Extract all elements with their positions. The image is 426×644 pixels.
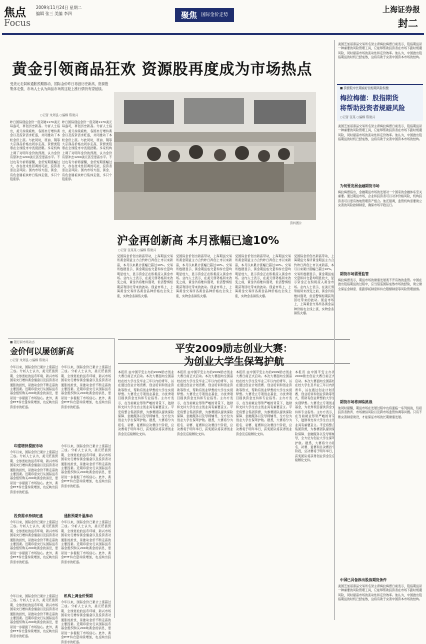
paper-name: 上海证券报 xyxy=(382,5,420,14)
right-kicker: ■ 资源股中长期看好但短期风险积聚 xyxy=(340,86,389,90)
trading-floor-image xyxy=(114,92,316,220)
main-body-col-1: 昨日国际现货金价一度突破1170美元每盎司，再创历史新高。分析人士指出，美元持续疲软、各国央行增持黄金以及投资需求旺盛，共同推动了本轮金价上涨。与此同时，原油、铜等大宗商品价格也同步走高，资源类股票在全球股市中表现抢眼。多家机构上调了对明年金价的预测，认为金价有望冲击1200美元甚至更高水平。不过也有分析师提醒，金价短期涨幅过大，存在技术性回调的可能，投资者需注意风险。国内市场方面，黄金、有色金属板块昨日集体走强，多只个股涨停。 xyxy=(10,120,60,182)
right-byline: ○记者 张某 ○编辑 陈建兴 xyxy=(340,115,376,119)
center-headline-1: 平安2009励志创业大赛： xyxy=(175,344,293,355)
sub-headline: 沪金再创新高 本月涨幅已逾10% xyxy=(117,234,280,247)
section-title: 焦点 xyxy=(4,6,26,19)
page-label: 封二 xyxy=(398,19,418,30)
right-column-rule xyxy=(334,40,335,620)
left-story-headline: 金价何以屡创新高 xyxy=(10,347,74,356)
left-subhead-c: 通胀预期升温推动 xyxy=(64,514,93,518)
sub-body-col-3: 受国际金价创出新高带动，上海期货交易所黄金期货主力合约昨日再创上市以来新高，本月以来累计涨幅已超过10%。交易所数据显示，黄金期货成交量和持仓量均明显放大，显示资金正在积极流入黄金市场。业内人士表示，在美元弱势格局未改变之前，黄金仍将维持强势，但需警惕短期获利回吐带来的波动。现货市场上，上海黄金交易所各黄金品种价格也全线上涨，实物金条销售火爆。 xyxy=(235,254,291,298)
left-subhead-a: 印度增持提振市场 xyxy=(14,444,43,448)
right-section-4: 中国已具备推出股指期货条件 xyxy=(340,578,387,582)
right-headline-1: 梅拉梅德：股指期货 xyxy=(340,94,399,102)
left-story-body-2: 今年以来，国际金价已累计上涨超过三成。分析人士认为，美元贬值预期、全球宽松的货币环境、新兴市场国家央行增持黄金储备以及投资者对通胀的担忧，是推动金价不断走高的主要因素。近期印度央行从国际货币基金组织购买200吨黄金的消息，更是进一步提振了市场信心。此外，黄金ETF持仓量持续增加，也反映出投资需求的旺盛。 xyxy=(61,365,111,409)
center-left-rule xyxy=(114,338,115,618)
main-headline: 黄金引领商品狂欢 资源股再度成为市场热点 xyxy=(12,60,313,78)
right-body-5: 美国芝加哥商品交易所名誉主席梅拉梅德日前表示，股指期货是一种重要的风险管理工具，它能够帮助投资者在市场下跌时规避风险，同时提高市场的流动性和定价效率。他认为，中国推出股指期货的时机已经成熟，这将有助于完善中国资本市场的结构。 xyxy=(338,584,423,602)
issue-info xyxy=(36,5,96,17)
sub-body-col-1: 受国际金价创出新高带动，上海期货交易所黄金期货主力合约昨日再创上市以来新高，本月以来累计涨幅已超过10%。交易所数据显示，黄金期货成交量和持仓量均明显放大，显示资金正在积极流入黄金市场。业内人士表示，在美元弱势格局未改变之前，黄金仍将维持强势，但需警惕短期获利回吐带来的波动。现货市场上，上海黄金交易所各黄金品种价格也全线上涨，实物金条销售火爆。 xyxy=(117,254,173,298)
right-body-4: 他同时提醒，期货市场在发展过程中也将面临一系列挑战，包括投资者教育、市场操纵风险以及跨市场监管协调等问题。只有不断完善制度建设，才能保证市场的长期健康发展。 xyxy=(338,406,423,419)
market-photo xyxy=(114,92,316,220)
main-body-col-2: 昨日国际现货金价一度突破1170美元每盎司，再创历史新高。分析人士指出，美元持续疲软、各国央行增持黄金以及投资需求旺盛，共同推动了本轮金价上涨。与此同时，原油、铜等大宗商品价格也同步走高，资源类股票在全球股市中表现抢眼。多家机构上调了对明年金价的预测，认为金价有望冲击1200美元甚至更高水平。不过也有分析师提醒，金价短期涨幅过大，存在技术性回调的可能，投资者需注意风险。国内市场方面，黄金、有色金属板块昨日集体走强，多只个股涨停。 xyxy=(62,120,112,182)
sub-body-col-2: 受国际金价创出新高带动，上海期货交易所黄金期货主力合约昨日再创上市以来新高，本月以来累计涨幅已超过10%。交易所数据显示，黄金期货成交量和持仓量均明显放大，显示资金正在积极流入黄金市场。业内人士表示，在美元弱势格局未改变之前，黄金仍将维持强势，但需警惕短期获利回吐带来的波动。现货市场上，上海黄金交易所各黄金品种价格也全线上涨，实物金条销售火爆。 xyxy=(176,254,232,298)
right-section-3: 期货市场将面临挑战 xyxy=(340,400,373,404)
left-story-body-1: 今年以来，国际金价已累计上涨超过三成。分析人士认为，美元贬值预期、全球宽松的货币环境、新兴市场国家央行增持黄金储备以及投资者对通胀的担忧，是推动金价不断走高的主要因素。近期印度央行从国际货币基金组织购买200吨黄金的消息，更是进一步提振了市场信心。此外，黄金ETF持仓量持续增加，也反映出投资需求的旺盛。 xyxy=(10,365,59,409)
right-body-3: 梅拉梅德表示，期货市场的健康发展离不开有效的监管。中国在推出股指期货的过程中，应当借鉴国际成熟市场的经验，建立健全保证金制度、涨跌停板制度和持仓限额制度等风险管理措施。 xyxy=(338,278,423,291)
right-section-2: 期货市场需要监管 xyxy=(340,272,369,276)
left-subhead-d: 机构上调金价预期 xyxy=(64,594,93,598)
center-body-col-1: 本报讯 由中国平安主办的2009励志创业大赛日前正式启动。本次大赛面向全国高校在校大学生及毕业三年以内的青年，旨在通过创业计划竞赛、创业培训和创业资助等形式，帮助有创业梦想的大学生实现梦想。大赛设立专项创业基金，为优秀项目提供资金支持和专业指导。主办方表示，在当前就业形势严峻的背景下，鼓励和支持大学生自主创业具有重要意义。平安将整合集团资源，为参赛团队提供保险保障、金融服务以及导师辅导，全方位为创业大学生保驾护航。据悉，大赛将分为报名、初赛、复赛和总决赛四个阶段，总决赛将于明年举行，获奖团队将获得创业资金及后续孵化支持。 xyxy=(118,370,174,436)
left-story-body-7: 今年以来，国际金价已累计上涨超过三成。分析人士认为，美元贬值预期、全球宽松的货币环境、新兴市场国家央行增持黄金储备以及投资者对通胀的担忧，是推动金价不断走高的主要因素。近期印度央行从国际货币基金组织购买200吨黄金的消息，更是进一步提振了市场信心。此外，黄金ETF持仓量持续增加，也反映出投资需求的旺盛。 xyxy=(10,594,59,638)
main-lead-byline: ○记者 朱周良 ○编辑 陈建兴 xyxy=(40,113,79,117)
center-body-col-2: 本报讯 由中国平安主办的2009励志创业大赛日前正式启动。本次大赛面向全国高校在校大学生及毕业三年以内的青年，旨在通过创业计划竞赛、创业培训和创业资助等形式，帮助有创业梦想的大学生实现梦想。大赛设立专项创业基金，为优秀项目提供资金支持和专业指导。主办方表示，在当前就业形势严峻的背景下，鼓励和支持大学生自主创业具有重要意义。平安将整合集团资源，为参赛团队提供保险保障、金融服务以及导师辅导，全方位为创业大学生保驾护航。据悉，大赛将分为报名、初赛、复赛和总决赛四个阶段，总决赛将于明年举行，获奖团队将获得创业资金及后续孵化支持。 xyxy=(177,370,233,436)
right-body-2: 梅拉梅德指出，金融期货市场的发展对一个国家的金融体系至关重要。通过期货市场，企业和投资者可以对冲价格风险，机构投资者可以更有效地管理资产组合。他还强调，监管机构需要建立完善的风险控制制度，确保市场平稳运行。 xyxy=(338,190,423,208)
right-top-body: 美国芝加哥商品交易所名誉主席梅拉梅德日前表示，股指期货是一种重要的风险管理工具，它能够帮助投资者在市场下跌时规避风险，同时提高市场的流动性和定价效率。他认为，中国推出股指期货的时机已经成熟，这将有助于完善中国资本市场的结构。 xyxy=(338,42,423,60)
section-title-en: Focus xyxy=(4,19,31,29)
masthead xyxy=(0,0,426,40)
center-headline-box xyxy=(118,339,350,368)
topic-banner-sub: 国际金价走势 xyxy=(201,13,228,18)
issue-date: 2009年11月24日 星期二 xyxy=(36,5,82,10)
center-headline-2: 为创业大学生保驾护航 xyxy=(184,357,284,368)
left-subhead-b: 投资需求持续旺盛 xyxy=(14,514,43,518)
left-story-byline: ○记者 朱周良 ○编辑 陈建兴 xyxy=(10,358,49,362)
photo-credit: 资料图片 xyxy=(290,221,303,225)
right-headline-2: 将帮助投资者规避风险 xyxy=(340,104,405,112)
topic-banner xyxy=(175,8,234,22)
center-body-col-3: 本报讯 由中国平安主办的2009励志创业大赛日前正式启动。本次大赛面向全国高校在校大学生及毕业三年以内的青年，旨在通过创业计划竞赛、创业培训和创业资助等形式，帮助有创业梦想的大学生实现梦想。大赛设立专项创业基金，为优秀项目提供资金支持和专业指导。主办方表示，在当前就业形势严峻的背景下，鼓励和支持大学生自主创业具有重要意义。平安将整合集团资源，为参赛团队提供保险保障、金融服务以及导师辅导，全方位为创业大学生保驾护航。据悉，大赛将分为报名、初赛、复赛和总决赛四个阶段，总决赛将于明年举行，获奖团队将获得创业资金及后续孵化支持。 xyxy=(236,370,292,436)
left-story-body-5: 今年以来，国际金价已累计上涨超过三成。分析人士认为，美元贬值预期、全球宽松的货币环境、新兴市场国家央行增持黄金储备以及投资者对通胀的担忧，是推动金价不断走高的主要因素。近期印度央行从国际货币基金组织购买200吨黄金的消息，更是进一步提振了市场信心。此外，黄金ETF持仓量持续增加，也反映出投资需求的旺盛。 xyxy=(10,520,59,564)
right-section-1: 为何要发展金融期货市场 xyxy=(340,184,380,188)
left-story-body-4: 今年以来，国际金价已累计上涨超过三成。分析人士认为，美元贬值预期、全球宽松的货币环境、新兴市场国家央行增持黄金储备以及投资者对通胀的担忧，是推动金价不断走高的主要因素。近期印度央行从国际货币基金组织购买200吨黄金的消息，更是进一步提振了市场信心。此外，黄金ETF持仓量持续增加，也反映出投资需求的旺盛。 xyxy=(61,444,111,488)
sub-body-col-4: 受国际金价创出新高带动，上海期货交易所黄金期货主力合约昨日再创上市以来新高，本月以来累计涨幅已超过10%。交易所数据显示，黄金期货成交量和持仓量均明显放大，显示资金正在积极流入黄金市场。业内人士表示，在美元弱势格局未改变之前，黄金仍将维持强势，但需警惕短期获利回吐带来的波动。现货市场上，上海黄金交易所各黄金品种价格也全线上涨，实物金条销售火爆。 xyxy=(294,254,334,316)
center-body-col-4: 本报讯 由中国平安主办的2009励志创业大赛日前正式启动。本次大赛面向全国高校在校大学生及毕业三年以内的青年，旨在通过创业计划竞赛、创业培训和创业资助等形式，帮助有创业梦想的大学生实现梦想。大赛设立专项创业基金，为优秀项目提供资金支持和专业指导。主办方表示，在当前就业形势严峻的背景下，鼓励和支持大学生自主创业具有重要意义。平安将整合集团资源，为参赛团队提供保险保障、金融服务以及导师辅导，全方位为创业大学生保驾护航。据悉，大赛将分为报名、初赛、复赛和总决赛四个阶段，总决赛将于明年举行，获奖团队将获得创业资金及后续孵化支持。 xyxy=(295,370,335,463)
sub-byline: ○记者 张某某 ○编辑 陈建兴 xyxy=(118,248,157,252)
topic-banner-main: 聚焦 xyxy=(181,10,197,20)
left-story-body-3: 今年以来，国际金价已累计上涨超过三成。分析人士认为，美元贬值预期、全球宽松的货币环境、新兴市场国家央行增持黄金储备以及投资者对通胀的担忧，是推动金价不断走高的主要因素。近期印度央行从国际货币基金组织购买200吨黄金的消息，更是进一步提振了市场信心。此外，黄金ETF持仓量持续增加，也反映出投资需求的旺盛。 xyxy=(10,450,59,494)
left-story-body-6: 今年以来，国际金价已累计上涨超过三成。分析人士认为，美元贬值预期、全球宽松的货币环境、新兴市场国家央行增持黄金储备以及投资者对通胀的担忧，是推动金价不断走高的主要因素。近期印度央行从国际货币基金组织购买200吨黄金的消息，更是进一步提振了市场信心。此外，黄金ETF持仓量持续增加，也反映出投资需求的旺盛。 xyxy=(61,520,111,564)
left-story-kicker: ■ 银行间市场动态 xyxy=(10,340,35,344)
masthead-rule xyxy=(2,33,424,35)
left-story-body-8: 今年以来，国际金价已累计上涨超过三成。分析人士认为，美元贬值预期、全球宽松的货币环境、新兴市场国家央行增持黄金储备以及投资者对通胀的担忧，是推动金价不断走高的主要因素。近期印度央行从国际货币基金组织购买200吨黄金的消息，更是进一步提振了市场信心。此外，黄金ETF持仓量持续增加，也反映出投资需求的旺盛。 xyxy=(61,600,111,644)
issue-editor: 编辑 张三 美编 李四 xyxy=(36,11,72,16)
left-story-rule xyxy=(8,338,114,339)
right-body-1: 美国芝加哥商品交易所名誉主席梅拉梅德日前表示，股指期货是一种重要的风险管理工具，它能够帮助投资者在市场下跌时规避风险，同时提高市场的流动性和定价效率。他认为，中国推出股指期货的时机已经成熟，这将有助于完善中国资本市场的结构。 xyxy=(338,124,423,142)
main-lead: 受美元走弱和通胀预期推动，国际金价昨日再创历史新高，资源股集体走强，市场人士认为商品市场的这轮上涨行情仍有望延续。 xyxy=(10,82,109,91)
